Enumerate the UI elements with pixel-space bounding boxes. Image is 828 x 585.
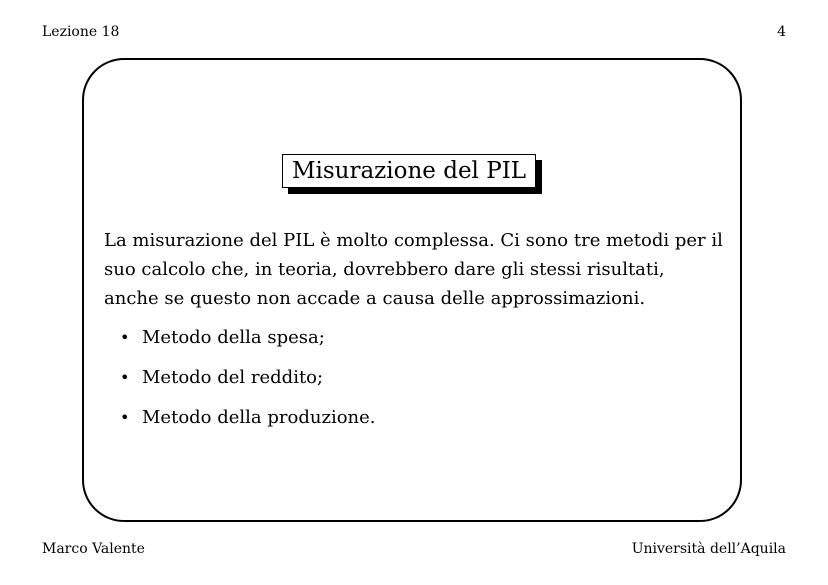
method-label: Metodo del reddito; <box>142 367 324 388</box>
intro-paragraph: La misurazione del PIL è molto complessa. Ci sono tre metodi per il suo calcolo che, in teoria, dovrebbero dare gli stessi risultati, anche se questo non accade a causa delle approssimazioni. <box>104 230 723 309</box>
method-label: Metodo della spesa; <box>142 327 325 348</box>
author-name: Marco Valente <box>42 541 145 557</box>
bullet-icon: • <box>120 408 130 427</box>
bullet-icon: • <box>120 328 130 347</box>
list-item <box>120 403 376 443</box>
method-label: Metodo della produzione. <box>142 407 376 428</box>
methods-list <box>120 323 376 443</box>
slide-title-container <box>282 154 536 188</box>
bullet-icon: • <box>120 368 130 387</box>
list-item <box>120 363 376 403</box>
page-number: 4 <box>777 24 786 40</box>
list-item <box>120 323 376 363</box>
slide-title: Misurazione del PIL <box>282 154 536 188</box>
lecture-label: Lezione 18 <box>42 24 120 40</box>
institution-name: Università dell’Aquila <box>631 541 786 557</box>
